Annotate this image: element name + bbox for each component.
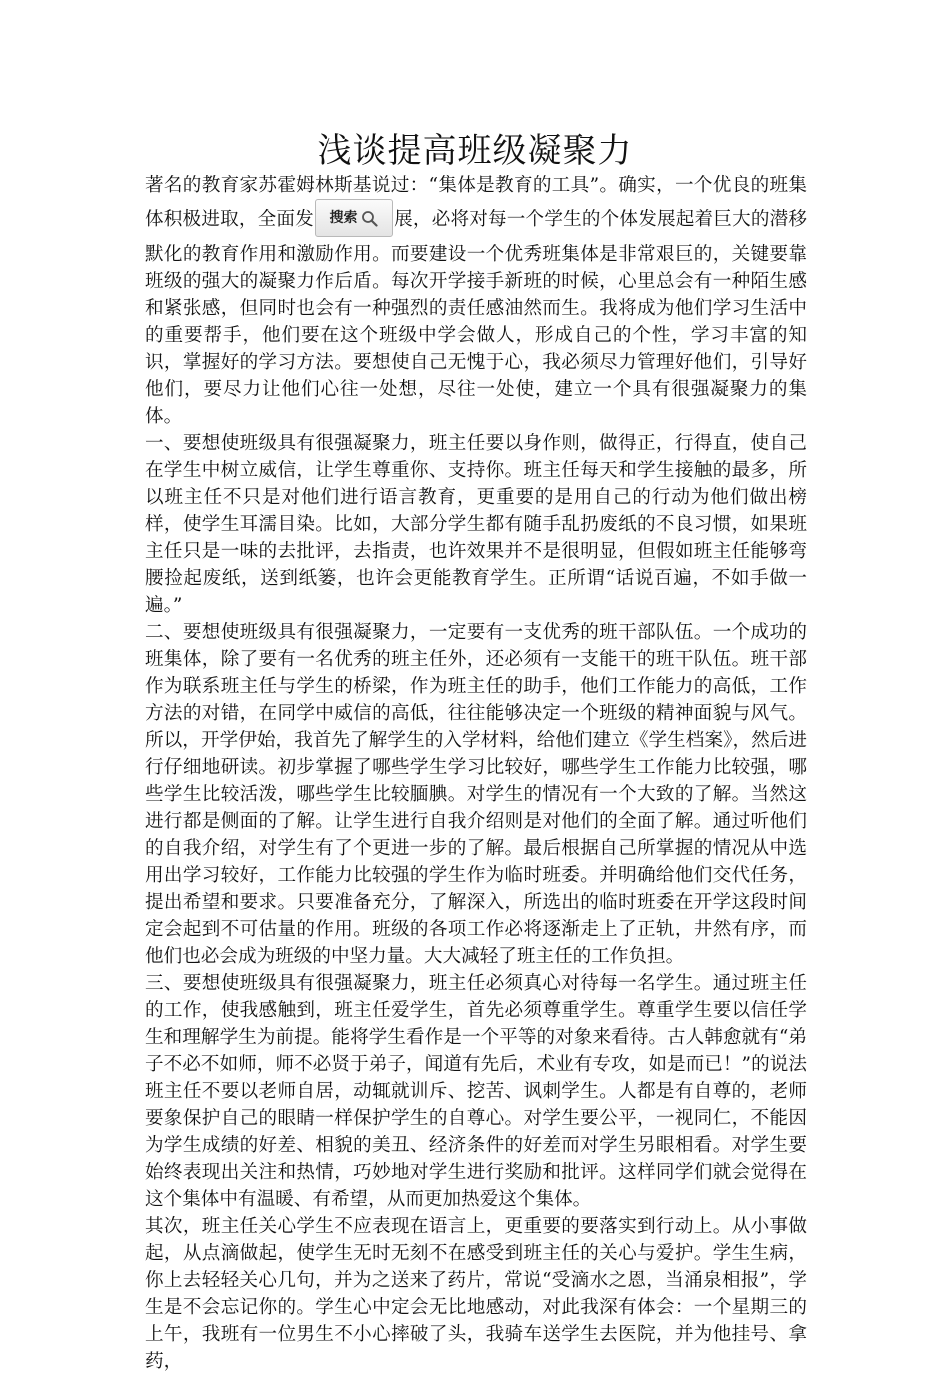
document-title: 浅谈提高班级凝聚力: [317, 131, 633, 171]
intro-paragraph: [145, 172, 807, 430]
intro-text-start: 著名的教育家苏霍姆林斯基说过：“集体是教育的工具”。确实，一个优良的班集体积极进取，全面发: [145, 175, 807, 230]
search-button-label: 搜索: [329, 209, 358, 226]
magnifier-icon: [361, 210, 378, 227]
paragraph-1: 一、要想使班级具有很强凝聚力，班主任要以身作则，做得正，行得直，使自己在学生中树立威信，让学生尊重你、支持你。班主任每天和学生接触的最多，所以班主任不只是对他们进行语言教育，更重要的是用自己的行动为他们做出榜样，使学生耳濡目染。比如，大部分学生都有随手乱扔废纸的不良习惯，如果班主任只是一味的去批评，去指责，也许效果并不是很明显，但假如班主任能够弯腰捡起废纸，送到纸篓，也许会更能教育学生。正所谓“话说百遍，不如手做一遍。”: [145, 433, 807, 616]
paragraph-3: 三、要想使班级具有很强凝聚力，班主任必须真心对待每一名学生。通过班主任的工作，使我感触到，班主任爱学生，首先必须尊重学生。尊重学生要以信任学生和理解学生为前提。能将学生看作是一个平等的对象来看待。古人韩愈就有“弟子不必不如师，师不必贤于弟子，闻道有先后，术业有专攻，如是而已！”的说法班主任不要以老师自居，动辄就训斥、挖苦、讽刺学生。人都是有自尊的，老师要象保护自己的眼睛一样保护学生的自尊心。对学生要公平，一视同仁，不能因为学生成绩的好差、相貌的美丑、经济条件的好差而对学生另眼相看。对学生要始终表现出关注和热情，巧妙地对学生进行奖励和批评。这样同学们就会觉得在这个集体中有温暖、有希望，从而更加热爱这个集体。: [145, 973, 807, 1210]
intro-text-end: 展，必将对每一个学生的个体发展起着巨大的潜移默化的教育作用和激励作用。而要建设一个优秀班集体是非常艰巨的，关键要靠班级的强大的凝聚力作后盾。每次开学接手新班的时候，心里总会有一种陌生感和紧张感，但同时也会有一种强烈的责任感油然而生。我将成为他们学习生活中的重要帮手，他们要在这个班级中学会做人，形成自己的个性，学习丰富的知识，掌握好的学习方法。要想使自己无愧于心，我必须尽力管理好他们，引导好他们，要尽力让他们心往一处想，尽往一处使，建立一个具有很强凝聚力的集体。: [145, 209, 807, 427]
document-body: [145, 172, 807, 1375]
paragraph-4: 其次，班主任关心学生不应表现在语言上，更重要的要落实到行动上。从小事做起，从点滴做起，使学生无时无刻不在感受到班主任的关心与爱护。学生生病，你上去轻轻关心几句，并为之送来了药片，常说“受滴水之恩，当涌泉相报”，学生是不会忘记你的。学生心中定会无比地感动，对此我深有体会：一个星期三的上午，我班有一位男生不小心摔破了头，我骑车送学生去医院，并为他挂号、拿药，: [145, 1216, 807, 1372]
search-button[interactable]: [315, 199, 393, 237]
paragraph-2: 二、要想使班级具有很强凝聚力，一定要有一支优秀的班干部队伍。一个成功的班集体，除了要有一名优秀的班主任外，还必须有一支能干的班干队伍。班干部作为联系班主任与学生的桥梁，作为班主任的助手，他们工作能力的高低，工作方法的对错，在同学中威信的高低，往往能够决定一个班级的精神面貌与风气。所以，开学伊始，我首先了解学生的入学材料，给他们建立《学生档案》，然后进行仔细地研读。初步掌握了哪些学生学习比较好，哪些学生工作能力比较强，哪些学生比较活泼，哪些学生比较腼腆。对学生的情况有一个大致的了解。当然这进行都是侧面的了解。让学生进行自我介绍则是对他们的全面了解。通过听他们的自我介绍，对学生有了个更进一步的了解。最后根据自己所掌握的情况从中选用出学习较好，工作能力比较强的学生作为临时班委。并明确给他们交代任务，提出希望和要求。只要准备充分，了解深入，所选出的临时班委在开学这段时间定会起到不可估量的作用。班级的各项工作必将逐渐走上了正轨，井然有序，而他们也必会成为班级的中坚力量。大大减轻了班主任的工作负担。: [145, 622, 807, 967]
